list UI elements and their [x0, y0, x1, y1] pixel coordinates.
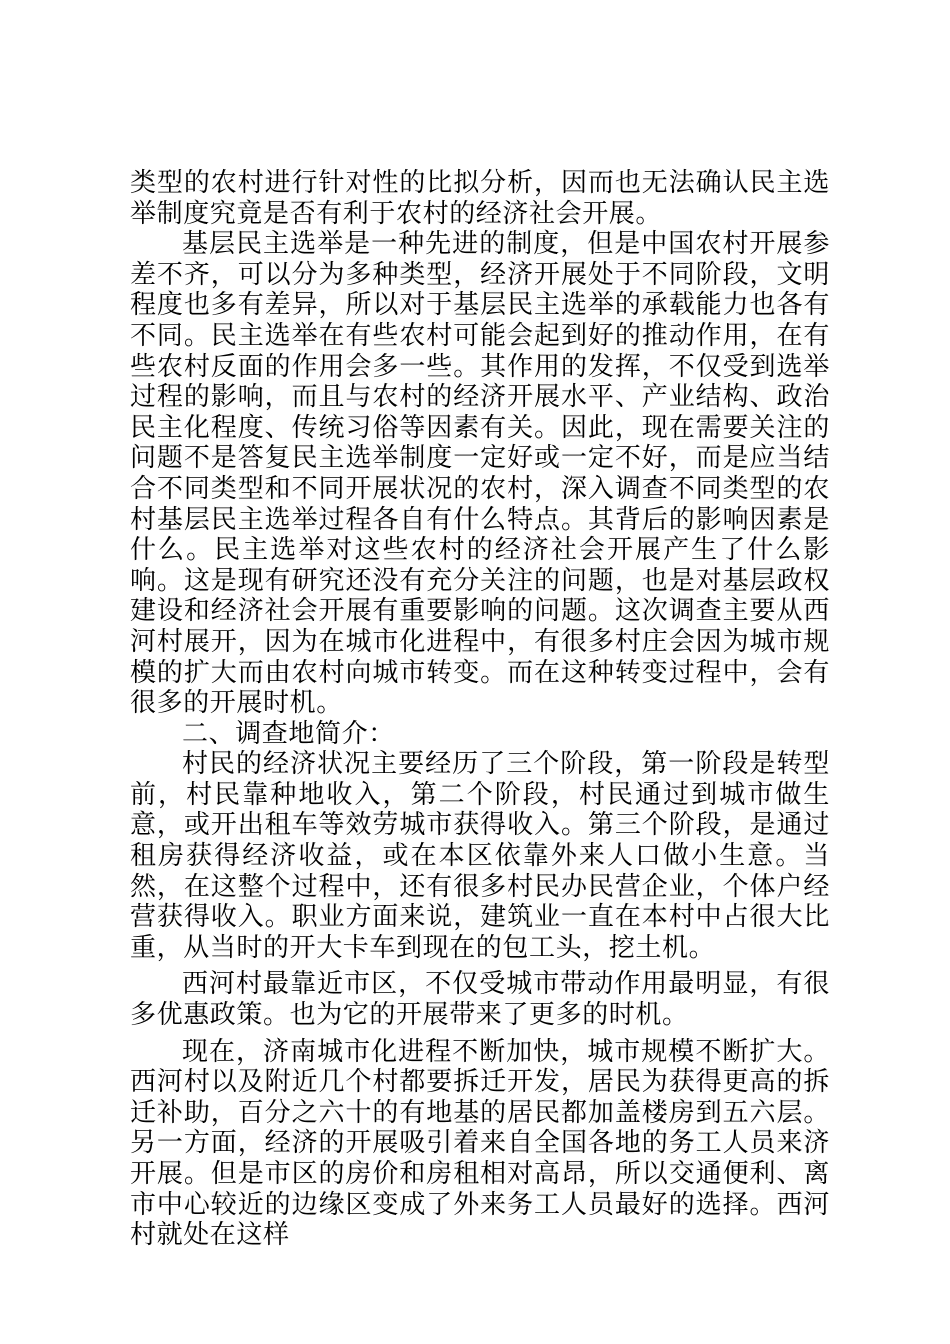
paragraph-continuation: 类型的农村进行针对性的比拟分析，因而也无法确认民主选举制度究竟是否有利于农村的经济社会开展。 — [130, 168, 830, 229]
paragraph-democratic-election: 基层民主选举是一种先进的制度，但是中国农村开展参差不齐，可以分为多种类型，经济开展处于不同阶段，文明程度也多有差异，所以对于基层民主选举的承载能力也各有不同。民主选举在有些农村可能会起到好的推动作用，在有些农村反面的作用会多一些。其作用的发挥，不仅受到选举过程的影响，而且与农村的经济开展水平、产业结构、政治民主化程度、传统习俗等因素有关。因此，现在需要关注的问题不是答复民主选举制度一定好或一定不好，而是应当结合不同类型和不同开展状况的农村，深入调查不同类型的农村基层民主选举过程各自有什么特点。其背后的影响因素是什么。民主选举对这些农村的经济社会开展产生了什么影响。这是现有研究还没有充分关注的问题，也是对基层政权建设和经济社会开展有重要影响的问题。这次调查主要从西河村展开，因为在城市化进程中，有很多村庄会因为城市规模的扩大而由农村向城市转变。而在这种转变过程中，会有很多的开展时机。 — [130, 229, 830, 719]
section-heading-survey-site: 二、调查地简介： — [182, 718, 395, 749]
paragraph-urbanization: 现在，济南城市化进程不断加快，城市规模不断扩大。西河村以及附近几个村都要拆迁开发，居民为获得更高的拆迁补助，百分之六十的有地基的居民都加盖楼房到五六层。另一方面，经济的开展吸引着来自全国各地的务工人员来济开展。但是市区的房价和房租相对高昂，所以交通便利、离市中心较近的边缘区变成了外来务工人员最好的选择。西河村就处在这样 — [130, 1036, 830, 1251]
paragraph-xihe-village: 西河村最靠近市区，不仅受城市带动作用最明显，有很多优惠政策。也为它的开展带来了更多的时机。 — [130, 969, 830, 1031]
paragraph-villager-economy: 村民的经济状况主要经历了三个阶段，第一阶段是转型前，村民靠种地收入，第二个阶段，村民通过到城市做生意，或开出租车等效劳城市获得收入。第三个阶段，是通过租房获得经济收益，或在本区依靠外来人口做小生意。当然，在这整个过程中，还有很多村民办民营企业，个体户经营获得收入。职业方面来说，建筑业一直在本村中占很大比重，从当时的开大卡车到现在的包工头，挖土机。 — [130, 749, 830, 963]
document-body — [130, 168, 830, 1251]
